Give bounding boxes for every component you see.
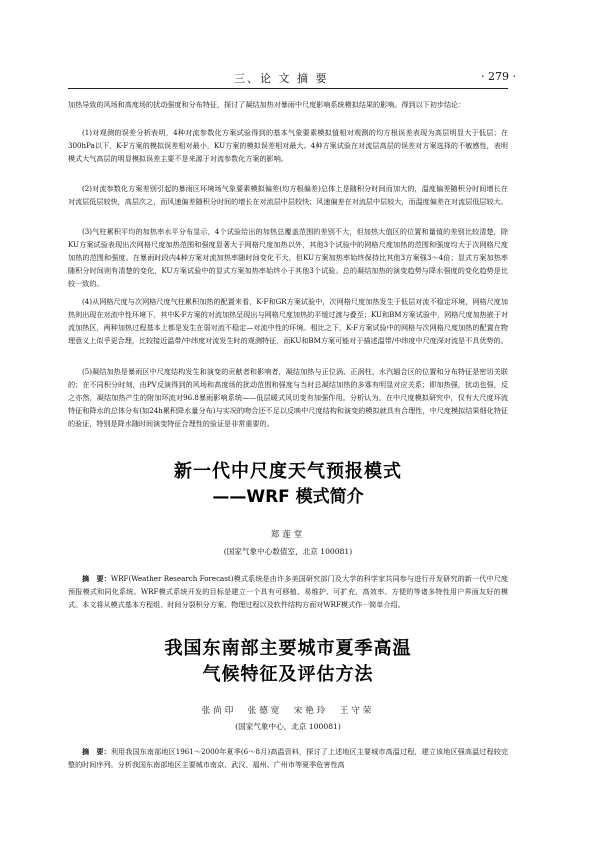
article1-point-5: [68, 365, 508, 430]
point-text: (3)气柱累积平均的加热率水平分布显示，4个试验给出的加热总覆盖范围的差别不大，但加热大值区的位置和量值的差别比较清楚，除KU方案试验表现出次网格尺度加热范围和强度显著大于网格尺度加热以外，其他3个试验中的网格尺度加热的范围和强度均大于次网格尺度加热的范围和强度。在暴雨时段内4种方案对流加热率随时间变化不大，但KU方案加热率始终保持比其他3方案强3～4倍；显式方案加热率随积分时间则有清楚的变化，KU方案试验中的显式方案加热率始终小于其他3个试验。总的凝结加热的演变趋势与降水强度的变化趋势是比较一致的。: [68, 227, 508, 288]
abstract-text: WRF(Weather Research Forecast)模式系统是由许多美国研究部门及大学的科学家共同参与进行开发研究的新一代中尺度预报模式和同化系统。WRF模式系统开发的目标是建立一个具有可移植、易维护、可扩充、高效率、方便的等诸多特性用户界面友好的模式。本文将从模式基本方程组、时间分裂积分方案、物理过程以及软件结构方面对WRF模式作一简单介绍。: [68, 574, 509, 609]
article1-point-3: [68, 225, 508, 290]
article1-point-4: [68, 295, 508, 347]
article2-author: 郑莲堂: [270, 530, 306, 540]
article1-intro: 加热导致的风场和高度场的扰动强度和分布特征，探讨了凝结加热对暴雨中尺度影响系统模拟结果的影响。得到以下初步结论：: [68, 100, 466, 109]
point-text: (1)对观测的误差分析表明，4种对流参数化方案试验得到的基本气象要素模拟值相对观测的均方根误差表现为高层明显大于低层；在300hPa以下，K-F方案的模拟误差相对最小，KU方案的模拟误差相对最大。4种方案试验在对流层高层的误差对方案选择的不敏感性，表明模式大气高层的明显模拟误差主要不是来源于对流参数化方案的影响。: [68, 128, 508, 163]
article1-point-1: [68, 126, 508, 165]
article2-title-line2: ——WRF 模式简介: [212, 487, 364, 507]
article2-affiliation: (国家气象中心数值室，北京 100081): [223, 547, 353, 556]
article3-title-line1: 我国东南部主要城市夏季高温: [164, 638, 412, 659]
abstract-text: 利用我国东南部地区1961～2000年夏季(6～8月)高温资料，探讨了上述地区主要城市高温过程，建立该地区强高温过程较完整的时间序列。分析我国东南部地区主要城市南京、武汉、福州、广州市等夏季危害性高: [68, 747, 508, 769]
article2-title-line1: 新一代中尺度天气预报模式: [174, 461, 402, 482]
article3-affiliation: (国家气象中心，北京 100081): [235, 722, 341, 731]
abstract-label: 摘 要：: [82, 747, 111, 756]
article3-authors: 张尚印 张德宽 宋艳玲 王守荣: [201, 706, 375, 716]
section-title: 三、论 文 摘 要: [234, 72, 329, 85]
point-text: (2)对流参数化方案差别引起的暴雨区环境场气象要素模拟偏差(均方根偏差)总体上是随积分时间而加大的，温度偏差随积分时间增长在对流层低层较快，高层次之，而风速偏差随积分时间的增长在对流层中层较快；风速偏差在对流层中层较大，而温度偏差在对流层低层较大。: [68, 184, 508, 206]
article3-title-line2: 气候特征及评估方法: [202, 664, 374, 685]
article1-body: [68, 98, 508, 111]
abstract-label: 摘 要：: [82, 574, 111, 583]
article3-abstract: [68, 745, 508, 771]
point-text: (4)从网格尺度与次网格尺度气柱累积加热的配置来看，K-F和GR方案试验中，次网格尺度加热发生于低层对流不稳定环境，网格尺度加热则出现在对流中性环境下，其中K-F方案的对流加热呈现出与网格尺度加热的平缓过渡与叠至；KU和BM方案试验中，网格尺度加热嵌于对流加热区，两种加热过程基本上都是发生在弱对流不稳定—对流中性的环境。相比之下，K-F方案试验中的网格与次网格尺度加热的配置在物理意义上似乎更合理，比较接近温带/中纬度对流发生时的观测特征，而KU和BM方案可能对于描述温带/中纬度中尺度深对流是不具优势的。: [68, 297, 508, 345]
article1-point-2: [68, 182, 508, 208]
running-header: [68, 70, 516, 89]
point-text: (5)凝结加热是暴雨区中尺度结构发生和演变的贡献者和影响者，凝结加热与正位涡、正涡柱、水汽辐合区的位置和分布特征是密切关联的；在不同积分时刻，由PV反演得到的风场和高度场的扰动范围和强度与当时总凝结加热的多寡有明显对应关系；即加热强，扰动也强，反之亦然，凝结加热产生的附加环流对96.8暴雨影响系统——低层暖式风切变有加强作用。分析认为，在中尺度模拟研究中，仅有大尺度环流特征和降水的总体分布(如24h累积降水量分布)与实况的吻合还不足以反映中尺度结构和演变的模拟就具有合理性，中尺度模拟结果细化特征的验证，特别是降水随时间演变特征合理性的验证是非常重要的。: [68, 367, 508, 428]
article2-abstract: [68, 572, 508, 611]
page-number: · 279 ·: [481, 70, 516, 83]
